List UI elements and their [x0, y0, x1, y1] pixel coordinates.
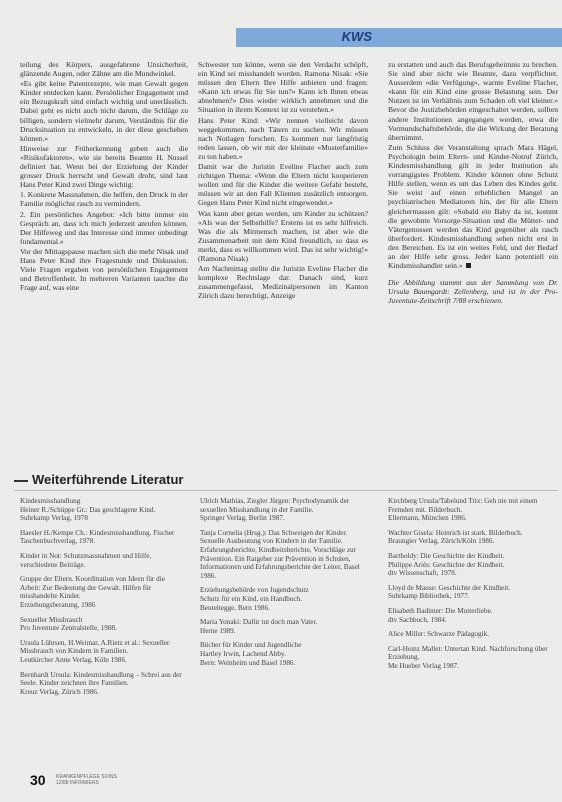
- footer-issue: 12/88 INFIRMIERS: [56, 780, 99, 786]
- reference-entry: Kindesmisshandlung Heiner R./Schüppe Gr.: Das geschlagene Kind. Suhrkamp Verlag, 1978: [20, 497, 156, 523]
- section-dash: [14, 480, 28, 482]
- article-paragraph: Hans Peter Kind: «Wir nennen vielleicht davon weggekommen, nach Tätern zu suchen. Wir müssen nach Notlagen forschen. Es kommen nur langfristig reden lassen, ob wir mit der kleinste «Musterfamilie» zu tun haben.»: [198, 115, 368, 161]
- reference-entry: Tanja Cornelia (Hrsg.): Das Schweigen der Kinder. Sexuelle Ausbeutung von Kindern in der Familie. Erfahrungsberichte, Kindheitsberichte, Vorschläge zur Prävention. Ein Ratgeber zur Prävention in Schulen, Informationen und Erfahrungsberichte der Leiter, Basel 1986.: [200, 528, 360, 580]
- reference-entry: Kirchberg Ursula/Tabelund Trix: Geh nie mit einem Fremden mit. Bilderbuch. Ellermann, München 1986.: [388, 497, 538, 523]
- reference-entry: Kinder in Not: Schutzmassnahmen und Hilfe, verschiedene Beiträge.: [20, 551, 152, 569]
- article-column-1: [20, 60, 188, 293]
- footer-publication: KRANKENPFLEGE SOINS: [56, 774, 117, 780]
- article-paragraph: Damit war die Juristin Eveline Flacher auch zum richtigen Thema: «Wenn die Eltern nicht kooperieren wollen und für die Kinder die weitere Gefahr besteht, müssen wir an den Fall Klienten zusätzlich entsorgen. Gegen Hans Peter Kind nicht eingewendet.»: [198, 162, 368, 208]
- reference-entry: Haesler H./Kempe Ch.: Kindesmisshandlung. Fischer Taschenbuchverlag, 1978.: [20, 528, 175, 546]
- article-paragraph: Vor der Mittagspause machen sich die mehr Nisak und Hans Peter Kind ihre Fragestunde und Diskussion. Viele Fragen ergaben von persönlichen Engagement und Betroffenheit. In mehreren Varianten tauchte die Frage auf, was eine: [20, 246, 188, 293]
- reference-column-2: [200, 497, 366, 673]
- article-paragraph: Was kann aber getan werden, um Kinder zu schützen? «Als was der Selbsthilfe? Erstens ist es sehr hilfreich. Was die als Mitmensch machen, ist aber wie die Zusammenarbeit mit dem Kind freundlich, so dass es merkt, dass es willkommen wird. Das ist sehr wichtig!» (Ramona Nisak): [198, 208, 368, 263]
- article-paragraph: Am Nachmittag stellte die Juristin Eveline Flacher die komplexe Rechtslage dar. Danach sind, kurz zusammengefasst, Medizinalpersonen im Kanton Zürich dazu berechtigt, Anzeige: [198, 264, 368, 301]
- article-final-text: Zum Schluss der Veranstaltung sprach Mara Hägel, Psychologin beim Eltern- und Kinder-Notruf Zürich, Kindesmisshandlung gilt in jeder Institution als vorrangigstes Problem. Kinder können ohne Schutz Hilfe stellen, wenn es um das Leben des Kindes geht. Sie weist auf einen erheblichen Mangel an psychiatrischen Mediatoren hin, der für alle Eltern gleichermassen gilt: «Sobald ein Baby da ist, kommt die gewohnte Vorsorge-Situation und die Mütter- und Vätergenossen werden das Kind gegenüber als rasch überfordert. Kindesmisshandlung sehen nicht erst in den Bereichen. Es ist ein weites Feld, und der Bedarf an der Hilfe sehr gross. Jeder kann potentiell ein Kindsmisshandler sein.»: [388, 142, 558, 271]
- reference-entry: Ursula Lührsen, H.Weimar, A.Rietz et al.: Sexueller Missbrauch von Kindern in Familien. Leutkircher Anne Verlag, Köln 1986.: [20, 638, 170, 664]
- reference-entry: Lloyd de Mause: Geschichte der Kindheit. Suhrkamp Bibliothek, 1977.: [388, 583, 511, 601]
- reference-entry: Maria Yonaki: Dafür tut doch man Vater. Herne 1989.: [200, 618, 318, 635]
- reference-entry: Sexueller Missbrauch Pro Juventute Zentralstelle, 1988.: [20, 615, 117, 633]
- reference-entry: Bücher für Kinder und Jugendliche Hartley Irwin, Lachend Abby. Bern: Weinheim und Basel 1986.: [200, 641, 302, 667]
- reference-entry: Gruppe der Eltern. Koordination von Ideen für die Arbeit: Zur Bedeutung der Gewalt. Hilfen für misshandelte Kinder. Erziehungsberatung, 1986: [20, 575, 165, 609]
- article-paragraph: Schwester tun könne, wenn sie den Verdacht schöpft, ein Kind sei misshandelt worden. Ramona Nisak: «Sie müssen den Eltern Ihre Hilfe anbieten und fragen: «Kann ich etwas für Sie tun?» Kann ich Ihnen etwas abnehmen?» Dies wieder wirklich annehmen und die Situation in ihrem Kontext ist zu verstehen.»: [198, 60, 368, 115]
- reference-entry: Carl-Heinz Mallet: Untertan Kind. Nachforschung über Erziehung. Me Hueber Verlag 1987.: [388, 644, 548, 670]
- article-paragraph-final: [388, 143, 558, 270]
- article-column-2: [198, 60, 368, 301]
- article-paragraph: teilung des Körpers, ausgefahrene Unsicherheit, glänzende Augen, oder Zähne am die Mundwinkel.: [20, 60, 188, 79]
- reference-entry: Elisabeth Badinter: Die Mutterliebe. dtv Sachbuch, 1984.: [388, 606, 493, 624]
- article-column-3: [388, 60, 558, 306]
- reference-column-3: [388, 497, 558, 677]
- literature-section-header: [14, 472, 558, 490]
- section-title: Weiterführende Literatur: [32, 472, 184, 487]
- article-paragraph: Hinweise zur Früherkennung geben auch die «Risikofaktoren», wie sie bereits Beamte H. Nussel definiert hat. Wenn bei der Erziehung der Kinder grosser Druck herrscht und Gewalt droht, sind laut Hans Peter Kind zwei Dinge wichtig:: [20, 143, 188, 190]
- section-divider: [14, 490, 558, 491]
- reference-entry: Bernhardt Ursula: Kindesmisshandlung – Schrei aus der Seele. Kinder zeichnen ihre Familien. Kreuz Verlag, Zürich 1986.: [20, 670, 182, 696]
- page-number: 30: [30, 772, 46, 788]
- article-paragraph: «Es gibt keine Patentrezepte, wie man Gewalt gegen Kinder entdecken kann. Persönlicher Engagement und ein Bezugskraft sind einfach wichtig und unerlässlich. Dabei geht es nicht auch nicht darum, die Schläge zu billigen, sondern vielmehr darum, Verständnis für die Drucksituation zu entwickeln, in der diese geschehen können.»: [20, 79, 188, 143]
- section-header-label: KWS: [341, 29, 372, 44]
- reference-entry: Bartholdy: Die Geschichte der Kindheit. Philippe Ariès: Geschichte der Kindheit. dtv Wissenschaft, 1978.: [388, 551, 505, 578]
- section-header-bar: [236, 28, 562, 47]
- reference-entry: Wachter Gisela: Heinrich ist stark. Bilderbuch. Braungier Verlag, Zürich/Köln 1986.: [388, 528, 523, 546]
- article-list-item: 1. Konkrete Massnahmen, die helfen, den Druck in der Familie möglichst rasch zu vermindern.: [20, 190, 188, 209]
- article-list-item: 2. Ein persönliches Angebot: «Ich bitte immer ein Gespräch an, dass ich mich jederzeit anrufen können. Der Hilfeweg und das Interesse sind immer unbedingt fundamental.»: [20, 209, 188, 246]
- article-paragraph: zu erstatten und auch das Berufsgeheimnis zu brechen. Sie sind aber nicht wie Beamte, dazu verpflichtet. Ausserdem «die Verfügung», warnte Eveline Flacher, «kann für ein Kind eine grosse Belastung sein. Der Nutzen ist im Verhältnis zum Schaden oft viel kleiner.» Bevor die Justizbehörden eingeschaltet werden, sollten andere Institutionen angegangen werden, etwa die Vormundschaftsbehörde, die die Wirkung der Beratung übernimmt.: [388, 60, 558, 142]
- image-caption: Die Abbildung stammt aus der Sammlung von Dr. Ursula Baumgardt: Zellenberg, und ist in der Pro-Juventute-Zeitschrift 7/88 erschienen.: [388, 278, 558, 306]
- reference-column-1: [20, 497, 182, 702]
- reference-entry: Alice Miller: Schwarze Pädagogik.: [388, 630, 489, 639]
- reference-entry: Ulrich Mathias, Ziegler Jürgen: Psychodynamik der sexuellen Misshandlung in der Familie. Springer Verlag, Berlin 1987.: [200, 497, 350, 523]
- reference-entry: Erziehungsbehörde von Jugendschutz Schutz für ein Kind, ein Handbuch. Beuteltegge, Bern 1986.: [200, 586, 309, 612]
- end-of-article-mark: [466, 263, 471, 268]
